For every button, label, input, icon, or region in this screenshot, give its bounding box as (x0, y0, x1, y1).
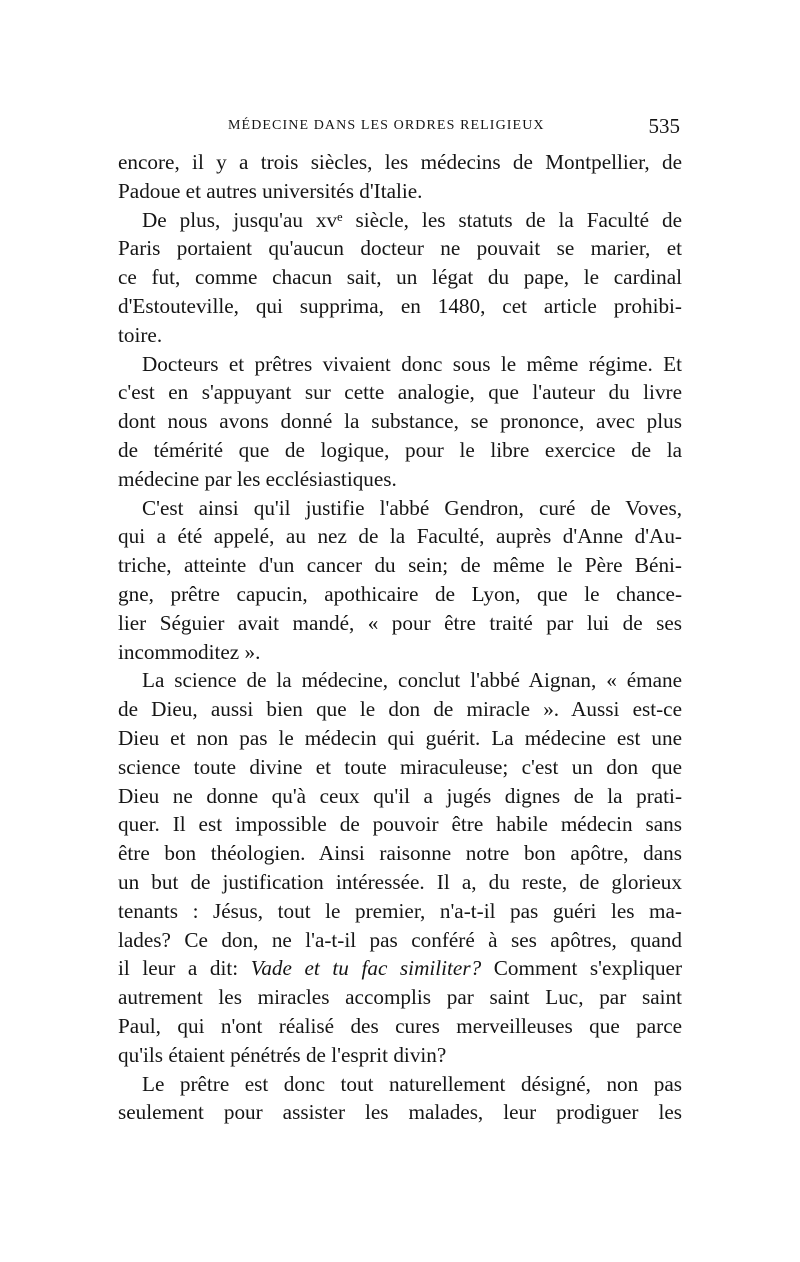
text-line: La science de la médecine, conclut l'abbé Aignan, « émane (142, 668, 682, 693)
text-line: un but de justification intéressée. Il a, du reste, de glorieux (118, 869, 682, 894)
text-line: Paris portaient qu'aucun docteur ne pouvait se marier, et (118, 236, 682, 261)
text-line: science toute divine et toute miraculeuse; c'est un don que (118, 754, 682, 779)
text-line: encore, il y a trois siècles, les médecins de Montpellier, de (118, 150, 682, 174)
text-line: qui a été appelé, au nez de la Faculté, auprès d'Anne d'Au- (118, 524, 682, 549)
text-line: Paul, qui n'ont réalisé des cures merveilleuses que parce (118, 1013, 682, 1038)
text-segment: Comment s'expliquer (481, 956, 682, 981)
running-head (118, 114, 682, 140)
text-line (118, 954, 682, 983)
text-line: incommoditez ». (118, 639, 261, 664)
text-line: C'est ainsi qu'il justifie l'abbé Gendron, curé de Voves, (142, 495, 682, 520)
text-line: tenants : Jésus, tout le premier, n'a-t-il pas guéri les ma- (118, 898, 682, 923)
text-line: de témérité que de logique, pour le libre exercice de la (118, 437, 682, 462)
text-segment: il leur a dit: (118, 956, 251, 981)
text-line: quer. Il est impossible de pouvoir être habile médecin sans (118, 812, 682, 837)
text-line: autrement les miracles accomplis par saint Luc, par saint (118, 985, 682, 1010)
text-line: Dieu et non pas le médecin qui guérit. La médecine est une (118, 725, 682, 750)
text-line: lier Séguier avait mandé, « pour être traité par lui de ses (118, 610, 682, 635)
text-line: ce fut, comme chacun sait, un légat du pape, le cardinal (118, 265, 682, 290)
text-line: lades? Ce don, ne l'a-t-il pas conféré à ses apôtres, quand (118, 927, 682, 952)
text-line: Docteurs et prêtres vivaient donc sous le même régime. Et (142, 351, 682, 376)
text-line: gne, prêtre capucin, apothicaire de Lyon, que le chance- (118, 581, 682, 606)
italic-latin-quote: Vade et tu fac similiter? (250, 956, 482, 981)
text-line: dont nous avons donné la substance, se prononce, avec plus (118, 409, 682, 434)
text-line: Dieu ne donne qu'à ceux qu'il a jugés dignes de la prati- (118, 783, 682, 808)
text-line: triche, atteinte d'un cancer du sein; de même le Père Béni- (118, 553, 682, 578)
text-line: toire. (118, 322, 163, 347)
text-line: De plus, jusqu'au xvᵉ siècle, les statuts de la Faculté de (142, 207, 682, 232)
page-number: 535 (648, 114, 680, 138)
text-line: de Dieu, aussi bien que le don de miracle ». Aussi est-ce (118, 697, 682, 722)
text-line: c'est en s'appuyant sur cette analogie, que l'auteur du livre (118, 380, 682, 405)
text-line: être bon théologien. Ainsi raisonne notre bon apôtre, dans (118, 841, 682, 866)
text-line: Le prêtre est donc tout naturellement désigné, non pas (142, 1071, 682, 1096)
running-title: MÉDECINE DANS LES ORDRES RELIGIEUX (228, 118, 545, 133)
text-line: d'Estouteville, qui supprima, en 1480, cet article prohibi- (118, 293, 682, 318)
text-line: qu'ils étaient pénétrés de l'esprit divin? (118, 1042, 447, 1067)
text-line: médecine par les ecclésiastiques. (118, 466, 397, 491)
text-line: Padoue et autres universités d'Italie. (118, 178, 423, 203)
text-line: seulement pour assister les malades, leur prodiguer les (118, 1100, 682, 1125)
body-text (118, 148, 682, 1127)
